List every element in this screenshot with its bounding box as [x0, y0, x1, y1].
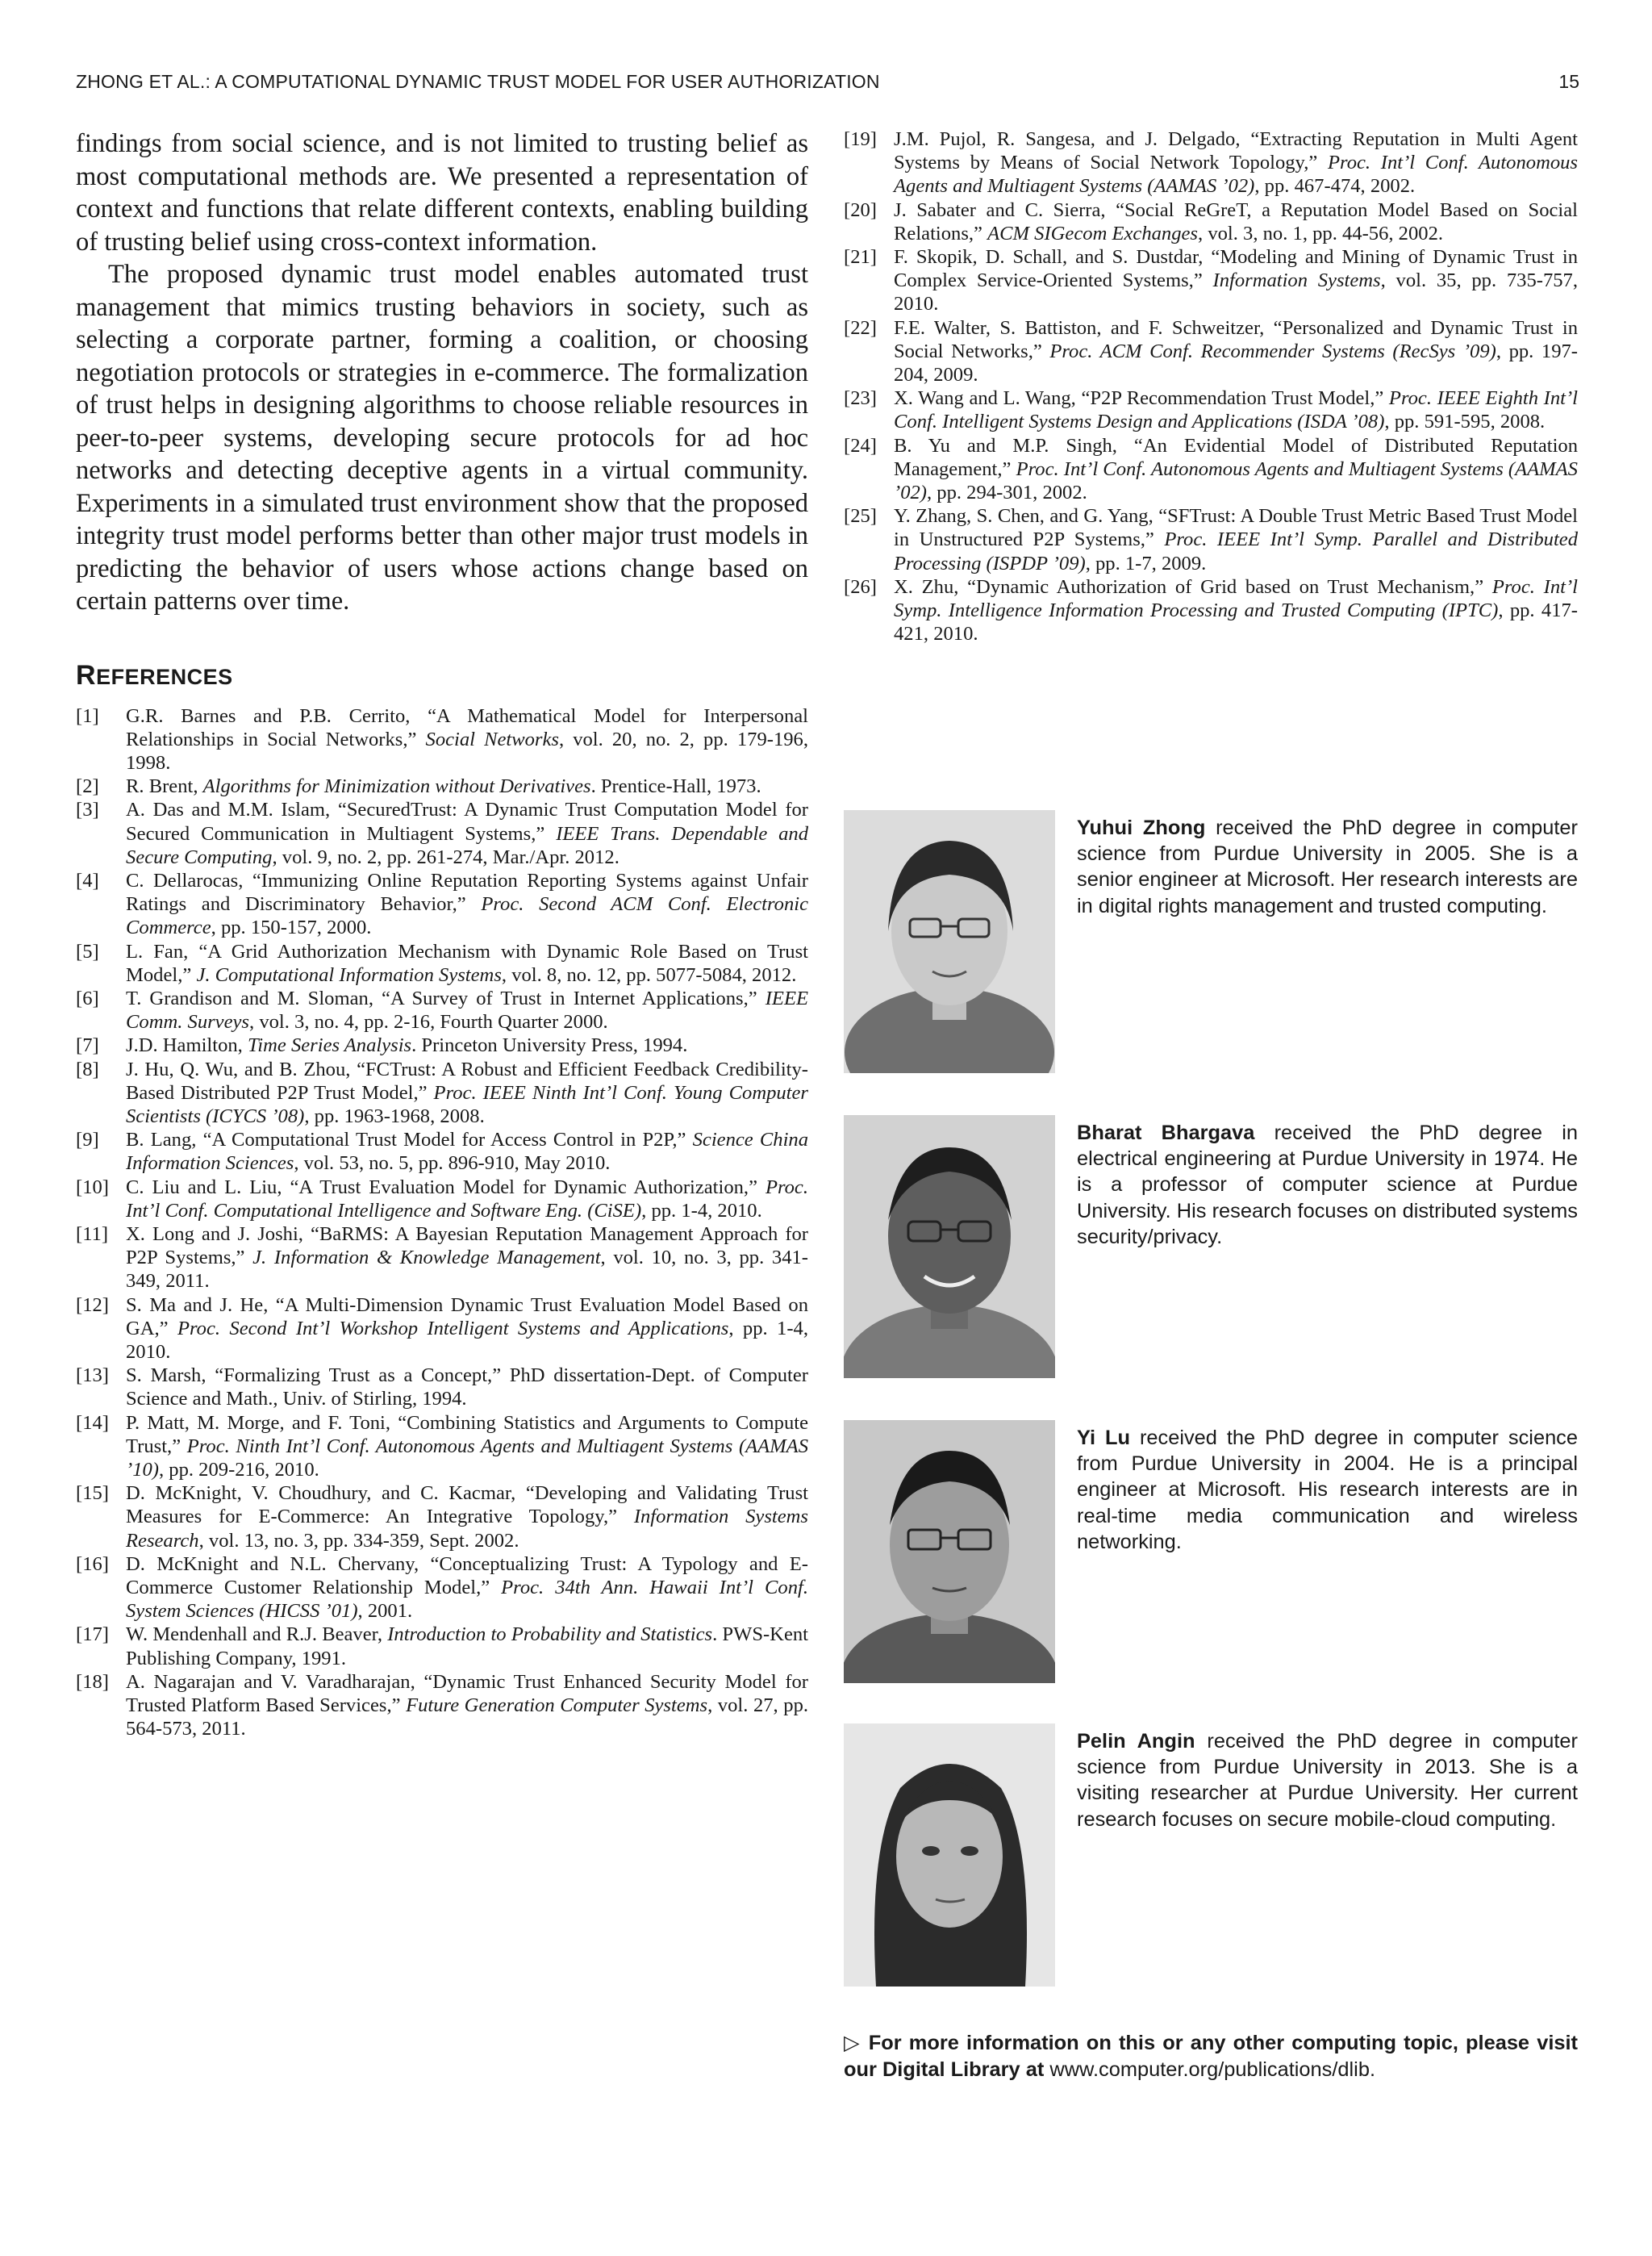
reference-details: , pp. 1-7, 2009. — [1085, 552, 1207, 574]
reference-item — [76, 1222, 808, 1293]
reference-item — [76, 1034, 808, 1057]
reference-item — [76, 1176, 808, 1222]
conclusion-text — [76, 127, 808, 618]
author-photo-angin — [844, 1723, 1055, 1987]
reference-item — [76, 1293, 808, 1364]
reference-details: , pp. 467-474, 2002. — [1254, 175, 1416, 198]
reference-authors-title: Y. Zhang, S. Chen, and G. Yang, “SFTrust: A Double Trust Metric Based Trust Model in Unstructured P2P Systems,” — [894, 505, 1578, 551]
reference-number: [18] — [76, 1670, 109, 1693]
bio-text-lu — [1077, 1425, 1578, 1555]
reference-details: , vol. 53, no. 5, pp. 896-910, May 2010. — [294, 1152, 611, 1175]
reference-text — [126, 1128, 808, 1175]
reference-text — [126, 798, 808, 869]
reference-number: [12] — [76, 1293, 109, 1316]
reference-venue: Information Systems Research — [126, 1506, 808, 1552]
body-paragraph-1: findings from social science, and is not limited to trusting belief as most computational methods are. We presented a representation of context and functions that relate different contexts, enabling building of trusting belief using cross-context information. — [76, 129, 808, 257]
reference-authors-title: W. Mendenhall and R.J. Beaver, — [126, 1623, 388, 1646]
reference-number: [13] — [76, 1364, 109, 1387]
reference-authors-title: S. Marsh, “Formalizing Trust as a Concept,” PhD dissertation-Dept. of Computer Science and Math., Univ. of Stirling, 1994. — [126, 1364, 808, 1410]
running-title: ZHONG ET AL.: A COMPUTATIONAL DYNAMIC TRUST MODEL FOR USER AUTHORIZATION — [76, 71, 880, 92]
reference-item — [76, 1481, 808, 1552]
reference-number: [19] — [844, 128, 877, 150]
reference-text — [894, 434, 1578, 505]
reference-authors-title: L. Fan, “A Grid Authorization Mechanism with Dynamic Role Based on Trust Model,” — [126, 940, 808, 986]
bio-name-zhong: Yuhui Zhong — [1077, 817, 1206, 839]
reference-details: , vol. 10, no. 3, pp. 341-349, 2011. — [126, 1247, 808, 1293]
reference-number: [8] — [76, 1058, 99, 1080]
reference-details: , pp. 1-4, 2010. — [126, 1317, 808, 1363]
reference-number: [24] — [844, 434, 877, 457]
reference-authors-title: A. Das and M.M. Islam, “SecuredTrust: A Dynamic Trust Computation Model for Secured Communication in Multiagent Systems,” — [126, 799, 808, 845]
reference-venue: IEEE Comm. Surveys — [126, 987, 808, 1034]
reference-details: . Prentice-Hall, 1973. — [590, 775, 761, 798]
reference-details: , pp. 150-157, 2000. — [211, 917, 372, 939]
reference-text — [894, 127, 1578, 198]
bio-name-bhargava: Bharat Bhargava — [1077, 1122, 1255, 1144]
reference-text — [894, 575, 1578, 646]
reference-venue: Information Systems — [1212, 269, 1381, 292]
reference-details: , vol. 3, no. 1, pp. 44-56, 2002. — [1198, 222, 1444, 244]
reference-details: , pp. 197-204, 2009. — [894, 340, 1578, 386]
reference-venue: Proc. Int’l Conf. Computational Intelligence and Software Eng. (CiSE) — [126, 1176, 808, 1222]
reference-number: [11] — [76, 1222, 109, 1245]
reference-details: . PWS-Kent Publishing Company, 1991. — [126, 1623, 808, 1669]
bio-text-bhargava — [1077, 1120, 1578, 1250]
reference-item — [76, 798, 808, 869]
reference-details: , pp. 1-4, 2010. — [641, 1199, 762, 1222]
reference-authors-title: X. Long and J. Joshi, “BaRMS: A Bayesian Reputation Management Approach for P2P Systems,” — [126, 1222, 808, 1269]
reference-item — [76, 1552, 808, 1623]
reference-authors-title: T. Grandison and M. Sloman, “A Survey of Trust in Internet Applications,” — [126, 987, 766, 1009]
right-column — [844, 127, 1578, 645]
reference-authors-title: D. McKnight and N.L. Chervany, “Conceptualizing Trust: A Typology and E-Commerce Customer Relationship Model,” — [126, 1552, 808, 1599]
bio-body-angin: received the PhD degree in computer science from Purdue University in 2013. She is a visiting researcher at Purdue University. Her current research focuses on secure mobile-cloud computing. — [1077, 1730, 1578, 1831]
reference-text — [126, 1222, 808, 1293]
reference-text — [126, 1411, 808, 1482]
reference-venue: Proc. 34th Ann. Hawaii Int’l Conf. System Sciences (HICSS ’01) — [126, 1577, 809, 1623]
reference-number: [10] — [76, 1176, 109, 1198]
reference-list-left — [76, 704, 808, 1741]
reference-text — [126, 1552, 808, 1623]
reference-authors-title: J. Sabater and C. Sierra, “Social ReGreT, a Reputation Model Based on Social Relations,” — [894, 198, 1578, 244]
reference-text — [126, 704, 808, 775]
digital-library-note — [844, 2030, 1578, 2083]
bio-name-lu: Yi Lu — [1077, 1427, 1131, 1449]
bio-body-zhong: received the PhD degree in computer science from Purdue University in 2005. She is a senior engineer at Microsoft. Her research interests are in digital rights management and trusted computing. — [1077, 817, 1578, 917]
reference-details: , vol. 27, pp. 564-573, 2011. — [126, 1694, 809, 1740]
reference-details: , vol. 8, no. 12, pp. 5077-5084, 2012. — [501, 963, 797, 986]
reference-venue: Time Series Analysis — [247, 1034, 412, 1057]
bio-text-zhong — [1077, 815, 1578, 919]
reference-details: , pp. 294-301, 2002. — [926, 482, 1087, 504]
reference-number: [16] — [76, 1552, 109, 1575]
bio-body-bhargava: received the PhD degree in electrical engineering at Purdue University in 1974. He is a professor of computer science at Purdue University. His research focuses on distributed systems security/privacy. — [1077, 1122, 1578, 1248]
digital-library-link[interactable]: www.computer.org/publications/dlib. — [1049, 2058, 1375, 2081]
reference-item — [76, 1670, 808, 1741]
references-heading-rest: EFERENCES — [96, 664, 233, 689]
reference-authors-title: X. Wang and L. Wang, “P2P Recommendation Trust Model,” — [894, 387, 1389, 410]
reference-item — [76, 1128, 808, 1175]
bio-yuhui-zhong — [844, 810, 1578, 1076]
reference-text — [126, 987, 808, 1034]
reference-number: [2] — [76, 775, 99, 798]
digital-library-text: For more information on this or any other computing topic, please visit our Digital Library at — [844, 2032, 1579, 2081]
reference-authors-title: X. Zhu, “Dynamic Authorization of Grid based on Trust Mechanism,” — [894, 575, 1492, 598]
reference-venue: Proc. IEEE Int’l Symp. Parallel and Distributed Processing (ISPDP ’09) — [894, 528, 1578, 574]
reference-item — [76, 1623, 808, 1669]
reference-authors-title: R. Brent, — [126, 775, 203, 798]
reference-details: . Princeton University Press, 1994. — [411, 1034, 688, 1057]
reference-text — [126, 1670, 808, 1741]
reference-list-right — [844, 127, 1578, 645]
reference-authors-title: S. Ma and J. He, “A Multi-Dimension Dynamic Trust Evaluation Model Based on GA,” — [126, 1293, 808, 1339]
reference-venue: Future Generation Computer Systems — [406, 1694, 708, 1717]
body-paragraph-2: The proposed dynamic trust model enables automated trust management that mimics trusting behaviors in society, such as selecting a corporate partner, forming a coalition, or choosing negotiation protocols or strategies in e-commerce. The formalization of trust helps in designing algorithms to choose reliable resources in peer-to-peer systems, developing secure protocols for ad hoc networks and detecting deceptive agents in a virtual community. Experiments in a simulated trust environment show that the proposed integrity trust model performs better than other major trust models in predicting the behavior of users whose actions change based on certain patterns over time. — [76, 260, 808, 616]
author-photo-zhong — [844, 810, 1055, 1073]
reference-authors-title: F. Skopik, D. Schall, and S. Dustdar, “Modeling and Mining of Dynamic Trust in Complex Service-Oriented Systems,” — [894, 246, 1578, 292]
reference-number: [4] — [76, 869, 99, 892]
reference-number: [26] — [844, 575, 877, 598]
reference-venue: Proc. IEEE Eighth Int’l Conf. Intelligent Systems Design and Applications (ISDA ’08) — [894, 387, 1578, 433]
reference-details: , vol. 20, no. 2, pp. 179-196, 1998. — [126, 728, 808, 774]
reference-details: , pp. 417-421, 2010. — [894, 600, 1578, 645]
reference-authors-title: J. Hu, Q. Wu, and B. Zhou, “FCTrust: A Robust and Efficient Feedback Credibility-Based Distributed P2P Trust Model,” — [126, 1058, 808, 1104]
bio-pelin-angin — [844, 1723, 1578, 1990]
bio-bharat-bhargava — [844, 1115, 1578, 1381]
reference-number: [9] — [76, 1129, 99, 1151]
reference-number: [23] — [844, 387, 877, 410]
reference-number: [14] — [76, 1411, 109, 1434]
reference-text — [126, 1293, 808, 1364]
reference-authors-title: C. Dellarocas, “Immunizing Online Reputation Reporting Systems against Unfair Ratings and Discriminatory Behavior,” — [126, 869, 808, 916]
reference-venue: Algorithms for Minimization without Derivatives — [202, 775, 591, 798]
reference-details: , 2001. — [357, 1600, 413, 1623]
reference-text — [126, 1364, 808, 1410]
reference-item — [76, 940, 808, 987]
reference-text — [126, 869, 808, 940]
reference-item — [844, 575, 1578, 646]
reference-text — [126, 1058, 808, 1129]
reference-number: [3] — [76, 799, 99, 821]
reference-authors-title: A. Nagarajan and V. Varadharajan, “Dynamic Trust Enhanced Security Model for Trusted Platform Based Services,” — [126, 1670, 808, 1717]
reference-text — [126, 775, 808, 798]
reference-authors-title: F.E. Walter, S. Battiston, and F. Schweitzer, “Personalized and Dynamic Trust in Social Networks,” — [894, 316, 1578, 362]
triangle-icon: ▷ — [844, 2032, 861, 2054]
reference-number: [21] — [844, 246, 877, 269]
reference-venue: Science China Information Sciences — [126, 1129, 808, 1175]
reference-text — [126, 1034, 808, 1057]
reference-item — [76, 1364, 808, 1410]
reference-venue: Proc. Int’l Symp. Intelligence Information Processing and Trusted Computing (IPTC) — [894, 575, 1578, 622]
reference-venue: Proc. Second ACM Conf. Electronic Commerce — [126, 893, 808, 939]
reference-number: [17] — [76, 1623, 109, 1646]
reference-item — [844, 316, 1578, 387]
reference-venue: Proc. Int’l Conf. Autonomous Agents and Multiagent Systems (AAMAS ’02) — [894, 152, 1578, 198]
references-heading — [76, 660, 808, 691]
reference-item — [844, 245, 1578, 316]
reference-item — [76, 775, 808, 798]
reference-item — [76, 1058, 808, 1129]
reference-details: , vol. 13, no. 3, pp. 334-359, Sept. 2002. — [198, 1529, 519, 1552]
reference-number: [15] — [76, 1482, 109, 1505]
reference-number: [25] — [844, 505, 877, 528]
reference-number: [20] — [844, 198, 877, 221]
reference-item — [76, 1411, 808, 1482]
reference-text — [894, 504, 1578, 575]
reference-venue: J. Computational Information Systems — [196, 963, 502, 986]
reference-item — [844, 386, 1578, 433]
reference-venue: Proc. Ninth Int’l Conf. Autonomous Agents and Multiagent Systems (AAMAS ’10) — [126, 1435, 808, 1481]
reference-text — [894, 198, 1578, 245]
reference-details: , pp. 591-595, 2008. — [1384, 411, 1546, 433]
reference-text — [894, 386, 1578, 433]
bio-body-lu: received the PhD degree in computer science from Purdue University in 2004. He is a principal engineer at Microsoft. His research interests are in real-time media communication and wireless networking. — [1077, 1427, 1579, 1553]
page-number: 15 — [1558, 71, 1579, 92]
reference-item — [76, 987, 808, 1034]
reference-item — [76, 704, 808, 775]
bio-name-angin: Pelin Angin — [1077, 1730, 1195, 1753]
reference-authors-title: B. Yu and M.P. Singh, “An Evidential Model of Distributed Reputation Management,” — [894, 434, 1578, 480]
reference-authors-title: J.D. Hamilton, — [126, 1034, 248, 1057]
reference-text — [126, 1176, 808, 1222]
author-photo-bhargava — [844, 1115, 1055, 1378]
reference-text — [126, 940, 808, 987]
reference-venue: Proc. Int’l Conf. Autonomous Agents and Multiagent Systems (AAMAS ’02) — [894, 457, 1578, 504]
reference-authors-title: G.R. Barnes and P.B. Cerrito, “A Mathematical Model for Interpersonal Relationships in Social Networks,” — [126, 704, 808, 750]
reference-authors-title: C. Liu and L. Liu, “A Trust Evaluation Model for Dynamic Authorization,” — [126, 1176, 766, 1198]
reference-text — [126, 1481, 808, 1552]
reference-venue: Introduction to Probability and Statistics — [387, 1623, 713, 1646]
bio-text-angin — [1077, 1728, 1578, 1832]
reference-venue: Proc. ACM Conf. Recommender Systems (RecSys ’09) — [1049, 340, 1496, 362]
reference-authors-title: P. Matt, M. Morge, and F. Toni, “Combining Statistics and Arguments to Compute Trust,” — [126, 1411, 808, 1457]
reference-text — [894, 316, 1578, 387]
reference-number: [1] — [76, 704, 99, 727]
reference-item — [76, 869, 808, 940]
reference-number: [7] — [76, 1034, 99, 1057]
author-photo-lu — [844, 1420, 1055, 1683]
reference-number: [6] — [76, 987, 99, 1009]
references-heading-initial: R — [76, 659, 97, 691]
reference-text — [126, 1623, 808, 1669]
reference-authors-title: D. McKnight, V. Choudhury, and C. Kacmar, “Developing and Validating Trust Measures for E-Commerce: An Integrative Topology,” — [126, 1482, 808, 1528]
reference-item — [844, 434, 1578, 505]
left-column — [76, 127, 808, 1740]
reference-text — [894, 245, 1578, 316]
reference-venue: Proc. IEEE Ninth Int’l Conf. Young Computer Scientists (ICYCS ’08) — [126, 1081, 808, 1127]
reference-details: , vol. 35, pp. 735-757, 2010. — [894, 269, 1579, 315]
reference-item — [844, 198, 1578, 245]
reference-venue: IEEE Trans. Dependable and Secure Computing — [126, 822, 808, 868]
reference-venue: Social Networks — [425, 728, 559, 750]
reference-authors-title: J.M. Pujol, R. Sangesa, and J. Delgado, “Extracting Reputation in Multi Agent Systems by Means of Social Network Topology,” — [894, 128, 1578, 174]
reference-details: , vol. 9, no. 2, pp. 261-274, Mar./Apr. 2012. — [272, 846, 620, 868]
reference-venue: Proc. Second Int’l Workshop Intelligent Systems and Applications — [177, 1317, 729, 1339]
reference-number: [22] — [844, 316, 877, 339]
reference-venue: ACM SIGecom Exchanges — [987, 222, 1199, 244]
reference-details: , pp. 209-216, 2010. — [158, 1459, 319, 1481]
reference-item — [844, 504, 1578, 575]
reference-venue: J. Information & Knowledge Management — [252, 1247, 601, 1269]
bio-yi-lu — [844, 1420, 1578, 1686]
reference-details: , pp. 1963-1968, 2008. — [304, 1105, 485, 1127]
reference-item — [844, 127, 1578, 198]
reference-details: , vol. 3, no. 4, pp. 2-16, Fourth Quarter 2000. — [249, 1011, 608, 1034]
reference-authors-title: B. Lang, “A Computational Trust Model for Access Control in P2P,” — [126, 1129, 693, 1151]
reference-number: [5] — [76, 940, 99, 963]
